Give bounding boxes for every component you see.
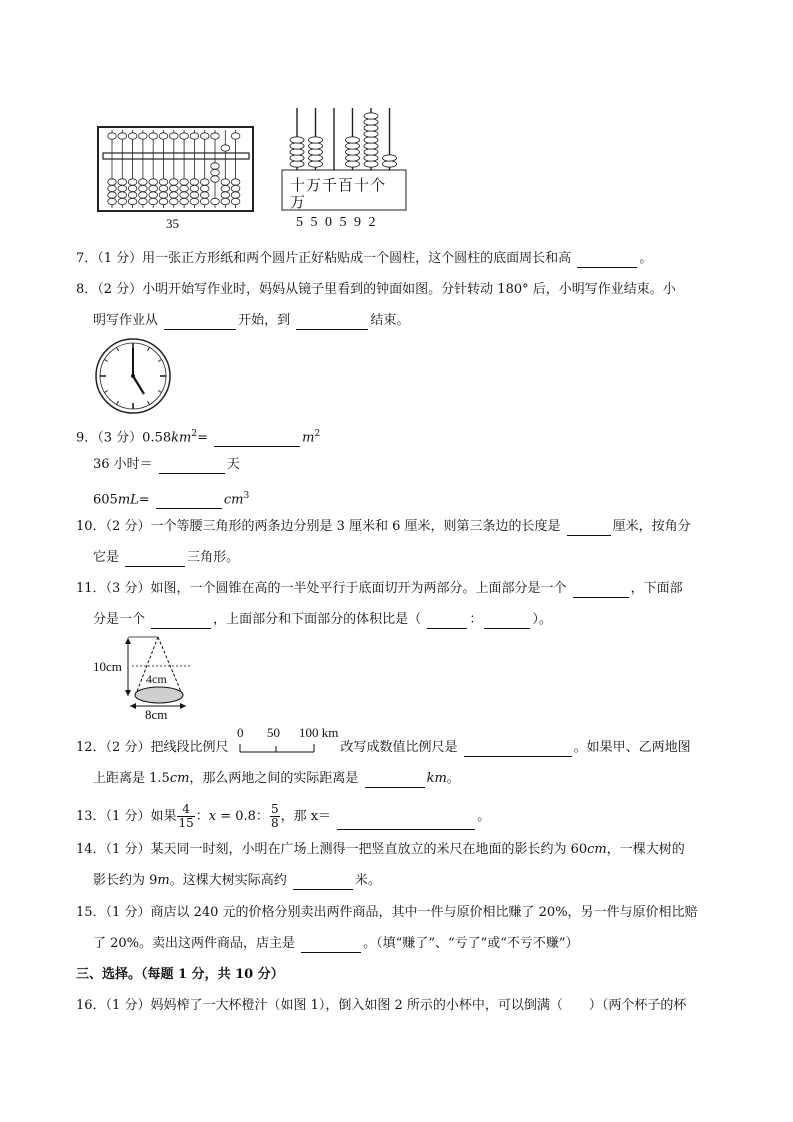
place-value-bead: [290, 143, 304, 149]
q12-text-d: 上距离是 1.5: [93, 771, 170, 786]
q8-end-blank[interactable]: [296, 315, 368, 330]
question-12-line2: [93, 770, 460, 788]
abacus-bead: [190, 179, 199, 185]
cone-top-diameter-label: 4cm: [146, 672, 167, 686]
q13-mid2: = 0.8：: [216, 809, 269, 824]
place-value-bead: [364, 137, 378, 143]
abacus-bead: [221, 145, 230, 151]
place-value-bead: [309, 149, 323, 155]
question-15-line1: 15．（1 分）商店以 240 元的价格分别卖出两件商品，其中一件与原价相比赚了 20%，另一件与原价相比赔: [76, 905, 698, 920]
q13-x-blank[interactable]: [337, 815, 475, 830]
q9-c-post: cm: [223, 492, 244, 508]
q12-unit-km: km: [426, 771, 447, 786]
abacus-bead: [128, 179, 137, 185]
abacus-bead: [108, 192, 117, 198]
abacus-bead: [180, 179, 189, 185]
q12-text-b: 改写成数值比例尺是: [340, 740, 458, 755]
abacus-bead: [159, 185, 168, 191]
q9-a-pre: 9．（3 分）0.58: [76, 430, 172, 446]
abacus-bead: [231, 133, 240, 139]
abacus-bead: [118, 185, 127, 191]
cone-base-diameter-label: 8cm: [145, 707, 168, 722]
abacus-bead: [200, 192, 209, 198]
q14-unit-m: m: [157, 873, 170, 888]
abacus-bead: [108, 198, 117, 204]
q12-text-e: ，那么两地之间的实际距离是: [189, 771, 359, 786]
place-value-bead: [364, 149, 378, 155]
q12-text-a: 12．（2 分）把线段比例尺: [76, 740, 229, 755]
scale-label-50: 50: [267, 725, 280, 740]
q15-answer-blank[interactable]: [301, 938, 361, 953]
q14-text-e: 米。: [354, 873, 381, 888]
q10-text-a: 10．（2 分）一个等腰三角形的两条边分别是 3 厘米和 6 厘米，则第三条边的长度是: [76, 519, 561, 534]
abacus-place-wan-second-line: 万: [290, 195, 306, 211]
place-wan: 万: [306, 178, 323, 194]
question-11-line1: [76, 580, 683, 598]
abacus-bead: [231, 192, 240, 198]
question-8-line1: 8．（2 分）小明开始写作业时，妈妈从镜子里看到的钟面如图。分针转动 180° 后，小明写作业结束。小: [76, 282, 676, 297]
q11-text-c: 分是一个: [93, 612, 146, 627]
abacus-bead: [128, 185, 137, 191]
q10-length-blank[interactable]: [567, 521, 611, 536]
q7-answer-blank[interactable]: [577, 253, 637, 268]
q9-b-pre: 36 小时＝: [93, 457, 153, 472]
place-ge: 个: [370, 178, 387, 194]
question-9-b: [93, 456, 240, 474]
place-value-bead: [290, 155, 304, 161]
abacus-bead: [170, 133, 179, 139]
abacus-bead: [139, 133, 148, 139]
q13-f1-num: 4: [177, 803, 194, 817]
q11-text-f: ）。: [532, 612, 552, 627]
abacus-bead: [108, 185, 117, 191]
place-value-bead: [364, 143, 378, 149]
q11-ratio-a-blank[interactable]: [427, 614, 467, 629]
abacus-left-label: 35: [166, 216, 179, 231]
q11-bottom-blank[interactable]: [151, 614, 211, 629]
abacus-bead: [211, 133, 220, 139]
abacus-bead: [159, 198, 168, 204]
abacus-left-figure: [97, 126, 257, 214]
place-value-bead: [364, 119, 378, 125]
abacus-bead: [190, 198, 199, 204]
abacus-bead: [139, 185, 148, 191]
q8-text-c: 结束。: [370, 313, 410, 328]
q14-unit-cm: cm: [587, 842, 607, 857]
q11-ratio-b-blank[interactable]: [484, 614, 530, 629]
q9-b-blank[interactable]: [159, 459, 225, 474]
place-value-bead: [364, 125, 378, 131]
place-value-bead: [383, 155, 397, 161]
q11-text-e: ：: [469, 612, 483, 627]
q13-fraction-1: [177, 803, 194, 830]
scale-label-0: 0: [237, 725, 244, 740]
place-qian: 千: [322, 178, 339, 194]
q7-end: 。: [639, 251, 653, 266]
question-14-line1: [76, 841, 685, 859]
q13-x: x: [208, 809, 217, 824]
abacus-bead: [149, 192, 158, 198]
q14-text-c: 影长约为 9: [93, 873, 158, 888]
q14-text-a: 14．（1 分）某天同一时刻，小明在广场上测得一把竖直放立的米尺在地面的影长约为 60: [76, 842, 588, 857]
abacus-bead: [170, 192, 179, 198]
abacus-bead: [211, 176, 220, 182]
place-value-bead: [346, 155, 360, 161]
abacus-bead: [139, 192, 148, 198]
q9-a-eq: =: [197, 430, 208, 446]
q12-text-c: 。如果甲、乙两地图: [573, 740, 691, 755]
q15-text-b: 。（填“赚了”、“亏了”或“不亏不赚”）: [363, 936, 579, 951]
q12-text-f: 。: [446, 771, 460, 786]
question-8-line2: [93, 312, 409, 330]
place-value-bead: [346, 137, 360, 143]
place-value-bead: [383, 161, 397, 167]
abacus-bead: [128, 198, 137, 204]
place-value-bead: [346, 149, 360, 155]
q13-mid3: ，那 x＝: [280, 809, 332, 824]
q11-text-b: ，下面部: [630, 581, 683, 596]
question-9-c: $605mL= cm^3$: [93, 491, 250, 508]
abacus-bead: [190, 192, 199, 198]
q10-text-b: 厘米，按角分: [612, 519, 691, 534]
question-15-line2: [93, 935, 579, 953]
place-value-bead: [346, 161, 360, 167]
q9-a-blank[interactable]: [214, 432, 300, 447]
place-value-bead: [346, 143, 360, 149]
line-scale-figure: [238, 740, 318, 754]
q13-f2-den: 8: [270, 816, 279, 830]
q9-c-pre: 605: [93, 492, 118, 508]
question-14-line2: [93, 872, 381, 890]
section-3-heading: 三、选择。（每题 1 分，共 10 分）: [76, 967, 284, 982]
place-value-bead: [364, 131, 378, 137]
abacus-bead: [190, 185, 199, 191]
abacus-bead: [211, 163, 220, 169]
scale-label-100km: 100 km: [299, 725, 339, 740]
abacus-bead: [108, 179, 117, 185]
q8-start-blank[interactable]: [164, 315, 236, 330]
abacus-bead: [118, 133, 127, 139]
abacus-bead: [200, 185, 209, 191]
question-9-a: 9．（3 分）$0.58km^2= m^2$: [76, 429, 321, 446]
q13-mid1: ：: [195, 809, 209, 824]
place-value-bead: [309, 143, 323, 149]
abacus-bead: [180, 192, 189, 198]
q9-a-unit: km: [171, 430, 192, 446]
abacus-bead: [159, 179, 168, 185]
question-10-line1: [76, 518, 691, 536]
place-value-bead: [290, 137, 304, 143]
abacus-bead: [118, 192, 127, 198]
q9-c-blank[interactable]: [156, 494, 222, 509]
abacus-bead: [200, 179, 209, 185]
abacus-bead: [139, 179, 148, 185]
q10-type-blank[interactable]: [125, 552, 185, 567]
place-shi: 十: [354, 178, 371, 194]
abacus-bead: [221, 192, 230, 198]
abacus-bead: [159, 133, 168, 139]
abacus-bead: [180, 133, 189, 139]
cone-height-label: 10cm: [93, 659, 122, 674]
place-value-bead: [364, 155, 378, 161]
q11-text-a: 11．（3 分）如图，一个圆锥在高的一半处平行于底面切开为两部分。上面部分是一个: [76, 581, 567, 596]
place-shi-wan: 十: [290, 178, 307, 194]
q9-b-post: 天: [226, 457, 240, 472]
q10-text-c: 它是: [93, 550, 120, 565]
place-value-bead: [364, 161, 378, 167]
abacus-bead: [149, 198, 158, 204]
abacus-bead: [221, 185, 230, 191]
place-value-bead: [309, 155, 323, 161]
q9-a-post: m: [302, 430, 315, 446]
place-bai: 百: [338, 178, 355, 194]
q13-end: 。: [477, 809, 491, 824]
abacus-bead: [180, 198, 189, 204]
question-12-line1: [76, 739, 691, 757]
place-value-bead: [364, 113, 378, 119]
abacus-bead: [159, 192, 168, 198]
question-11-line2: [93, 611, 552, 629]
q11-top-blank[interactable]: [573, 583, 629, 598]
question-16-line1: 16．（1 分）妈妈榨了一大杯橙汁（如图 1），倒入如图 2 所示的小杯中，可以倒满（ ）（两个杯子的杯: [76, 998, 687, 1013]
abacus-bead: [118, 179, 127, 185]
question-13: [76, 803, 490, 830]
abacus-bead: [221, 179, 230, 185]
abacus-bead: [118, 198, 127, 204]
q13-f2-num: 5: [270, 802, 279, 816]
q8-text-a: 明写作业从: [93, 313, 159, 328]
abacus-bead: [149, 133, 158, 139]
place-value-bead: [309, 161, 323, 167]
abacus-bead: [108, 133, 117, 139]
abacus-bead: [190, 133, 199, 139]
abacus-right-digits: 5 5 0 5 9 2: [296, 215, 378, 230]
abacus-bead: [128, 133, 137, 139]
abacus-bead: [149, 179, 158, 185]
abacus-bead: [231, 198, 240, 204]
q10-text-d: 三角形。: [187, 550, 240, 565]
q8-text-b: 开始，到: [238, 313, 291, 328]
q13-fraction-2: [270, 803, 280, 830]
abacus-bead: [180, 185, 189, 191]
abacus-bead: [200, 133, 209, 139]
q15-text-a: 了 20%。卖出这两件商品，店主是: [93, 936, 296, 951]
q13-f1-den: 15: [178, 816, 194, 830]
q13-pre: 13．（1 分）如果: [76, 809, 177, 824]
abacus-bead: [170, 185, 179, 191]
question-10-line2: [93, 549, 239, 567]
abacus-bead: [139, 198, 148, 204]
abacus-bead: [200, 198, 209, 204]
q14-height-blank[interactable]: [293, 875, 353, 890]
abacus-bead: [170, 179, 179, 185]
abacus-bead: [170, 198, 179, 204]
question-7: [76, 250, 652, 268]
abacus-bead: [211, 169, 220, 175]
clock-face-figure: [93, 336, 173, 416]
abacus-bead: [231, 179, 240, 185]
abacus-bead: [128, 192, 137, 198]
abacus-bead: [221, 198, 230, 204]
place-value-bead: [309, 137, 323, 143]
q12-distance-blank[interactable]: [365, 773, 425, 788]
q11-text-d: ，上面部分和下面部分的体积比是（: [213, 612, 422, 627]
q9-c-eq: =: [138, 492, 150, 508]
q9-c-unit: mL: [117, 492, 139, 508]
place-value-bead: [290, 161, 304, 167]
q14-text-d: 。这棵大树实际高约: [169, 873, 287, 888]
abacus-bead: [231, 185, 240, 191]
q7-text: 7．（1 分）用一张正方形纸和两个圆片正好粘贴成一个圆柱，这个圆柱的底面周长和高: [76, 251, 572, 266]
abacus-bead: [211, 198, 220, 204]
q14-text-b: ，一棵大树的: [606, 842, 685, 857]
q12-unit-cm: cm: [169, 771, 190, 786]
q12-scale-blank[interactable]: [464, 742, 572, 757]
place-value-bead: [290, 149, 304, 155]
abacus-bead: [149, 185, 158, 191]
